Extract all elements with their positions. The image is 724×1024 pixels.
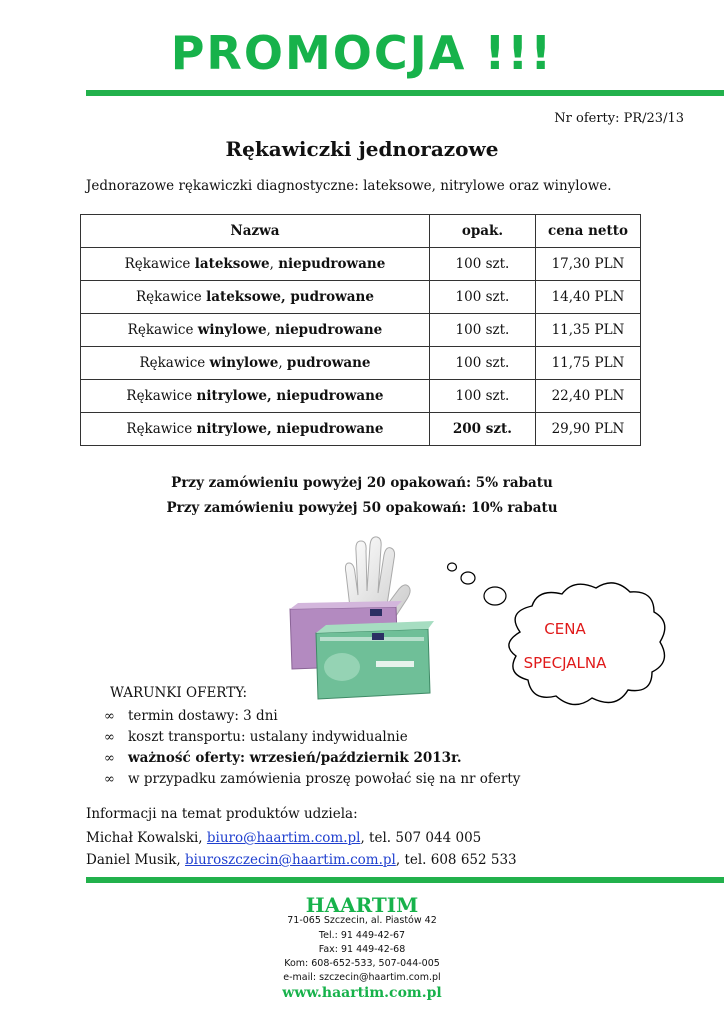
pack-size: 100 szt. [429, 380, 535, 413]
discount-5-percent: Przy zamówieniu powyżej 20 opakowań: 5% rabatu [171, 475, 553, 491]
company-website-link[interactable]: www.haartim.com.pl [282, 985, 442, 1001]
company-mobile: Kom: 608-652-533, 507-044-005 [284, 958, 440, 969]
contact-person: Michał Kowalski, biuro@haartim.com.pl, tel. 507 044 005 [86, 830, 482, 846]
list-item: ∞ w przypadku zamówienia proszę powołać się na nr oferty [104, 769, 520, 790]
page-title: PROMOCJA !!! [170, 26, 554, 80]
net-price: 11,35 PLN [535, 314, 640, 347]
header-name: Nazwa [81, 215, 430, 248]
table-header-row [81, 215, 641, 248]
conditions-list [104, 706, 520, 790]
special-price-label-line1: CENA [544, 620, 586, 638]
product-name: Rękawice lateksowe, niepudrowane [81, 248, 430, 281]
pack-size: 100 szt. [429, 347, 535, 380]
bottom-divider [86, 877, 724, 883]
list-item: ∞ termin dostawy: 3 dni [104, 706, 520, 727]
product-name: Rękawice lateksowe, pudrowane [81, 281, 430, 314]
list-item: ∞ ważność oferty: wrzesień/październik 2013r. [104, 748, 520, 769]
product-name: Rękawice nitrylowe, niepudrowane [81, 413, 430, 446]
infinity-bullet-icon: ∞ [104, 751, 115, 766]
product-heading: Rękawiczki jednorazowe [225, 137, 499, 161]
table-row [81, 314, 641, 347]
pack-size: 200 szt. [429, 413, 535, 446]
net-price: 29,90 PLN [535, 413, 640, 446]
net-price: 17,30 PLN [535, 248, 640, 281]
table-row [81, 380, 641, 413]
table-row [81, 347, 641, 380]
product-name: Rękawice winylowe, niepudrowane [81, 314, 430, 347]
pack-size: 100 szt. [429, 314, 535, 347]
company-phone: Tel.: 91 449-42-67 [318, 930, 406, 941]
discount-10-percent: Przy zamówieniu powyżej 50 opakowań: 10% rabatu [166, 500, 558, 516]
infinity-bullet-icon: ∞ [104, 709, 115, 724]
list-item: ∞ koszt transportu: ustalany indywidualnie [104, 727, 520, 748]
email-link[interactable]: biuro@haartim.com.pl [206, 830, 361, 846]
conditions-heading: WARUNKI OFERTY: [110, 685, 248, 701]
table-row [81, 281, 641, 314]
top-divider [86, 90, 724, 96]
pack-size: 100 szt. [429, 248, 535, 281]
table-row [81, 413, 641, 446]
product-name: Rękawice nitrylowe, niepudrowane [81, 380, 430, 413]
email-link[interactable]: biuroszczecin@haartim.com.pl [185, 852, 396, 868]
price-table [80, 214, 641, 446]
header-pack: opak. [429, 215, 535, 248]
company-name: HAARTIM [305, 893, 419, 917]
product-name: Rękawice winylowe, pudrowane [81, 347, 430, 380]
company-fax: Fax: 91 449-42-68 [318, 944, 406, 955]
contact-person: Daniel Musik, biuroszczecin@haartim.com.pl, tel. 608 652 533 [86, 852, 517, 868]
company-email: e-mail: szczecin@haartim.com.pl [283, 972, 441, 983]
special-price-label-line2: SPECJALNA [523, 654, 607, 672]
net-price: 22,40 PLN [535, 380, 640, 413]
infinity-bullet-icon: ∞ [104, 772, 115, 787]
table-row [81, 248, 641, 281]
header-price: cena netto [535, 215, 640, 248]
intro-text: Jednorazowe rękawiczki diagnostyczne: lateksowe, nitrylowe oraz winylowe. [86, 178, 612, 194]
glove-boxes-image [286, 533, 436, 705]
infinity-bullet-icon: ∞ [104, 730, 115, 745]
pack-size: 100 szt. [429, 281, 535, 314]
net-price: 11,75 PLN [535, 347, 640, 380]
contact-intro: Informacji na temat produktów udziela: [86, 806, 358, 822]
company-address: 71-065 Szczecin, al. Piastów 42 [287, 915, 437, 926]
offer-number: Nr oferty: PR/23/13 [554, 111, 684, 126]
net-price: 14,40 PLN [535, 281, 640, 314]
